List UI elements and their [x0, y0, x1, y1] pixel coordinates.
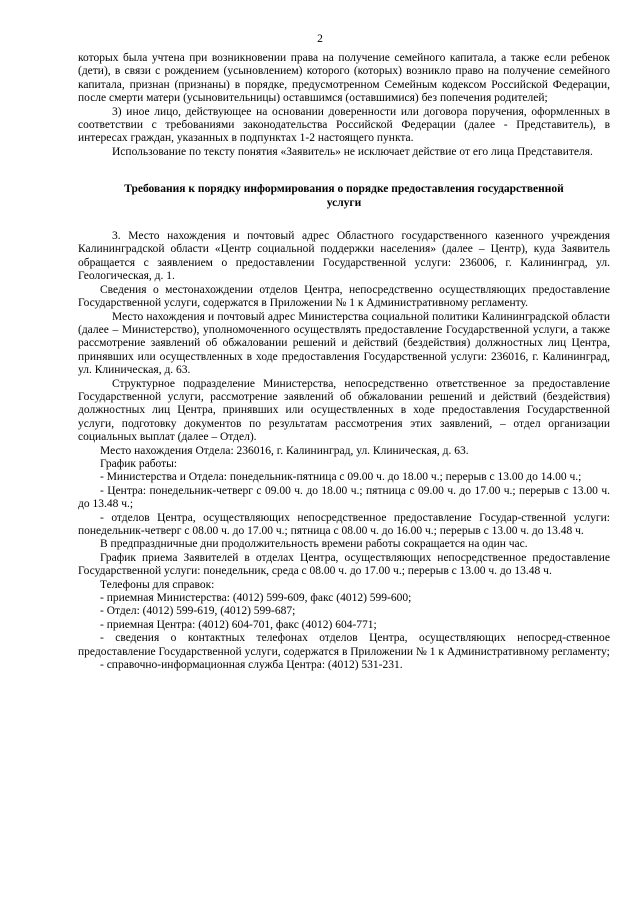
- paragraph: График работы:: [100, 457, 178, 470]
- paragraph: 3) иное лицо, действующее на основании доверенности или договора поручения, оформленных в соответствии с требованиями законодательства Российской Федерации (далее - Представитель), в интересах граждан, указанных в подпунктах 1-2 настоящего пункта.: [78, 105, 610, 145]
- paragraph: График приема Заявителей в отделах Центра, осуществляющих непосредственное предоставление Государственной услуги: понедельник, среда с 08.00 ч. до 17.00 ч.; перерыв с 13.00 ч. до 13.48 ч.: [78, 551, 610, 578]
- list-item: - приемная Центра: (4012) 604-701, факс (4012) 604-771;: [100, 618, 377, 631]
- document-body: [78, 52, 610, 672]
- paragraph: В предпраздничные дни продолжительность времени работы сокращается на один час.: [100, 538, 528, 551]
- list-item: - приемная Министерства: (4012) 599-609, факс (4012) 599-600;: [100, 592, 412, 605]
- paragraph: Телефоны для справок:: [100, 578, 215, 591]
- list-item: - справочно-информационная служба Центра: (4012) 531-231.: [100, 659, 403, 672]
- section-heading: Требования к порядку информирования о порядке предоставления государственной услуги: [124, 183, 564, 209]
- paragraph: Место нахождения и почтовый адрес Министерства социальной политики Калининградской области (далее – Министерство), уполномоченного осуществлять предоставление Государственной услуги, а также рассмотрение заявлений об обжаловании решений и действий (бездействия) должностных лиц Центра, принявших или осуществленных в ходе предоставления Государственной услуги: 236016, г. Калининград, ул. Клиническая, д. 63.: [78, 310, 610, 377]
- paragraph: Место нахождения Отдела: 236016, г. Калининград, ул. Клиническая, д. 63.: [100, 444, 469, 457]
- list-item: - Отдел: (4012) 599-619, (4012) 599-687;: [100, 605, 296, 618]
- list-item: - Центра: понедельник-четверг с 09.00 ч. до 18.00 ч.; пятница с 09.00 ч. до 17.00 ч.; перерыв с 13.00 ч. до 13.48 ч.;: [78, 484, 610, 511]
- paragraph: Сведения о местонахождении отделов Центра, непосредственно осуществляющих предоставление Государственной услуги, содержатся в Приложении № 1 к Административному регламенту.: [78, 283, 610, 310]
- paragraph: Использование по тексту понятия «Заявитель» не исключает действие от его лица Представителя.: [112, 145, 593, 158]
- list-item: - сведения о контактных телефонах отделов Центра, осуществляющих непосред-ственное предоставление Государственной услуги, содержатся в Приложении № 1 к Административному регламенту;: [78, 632, 610, 658]
- page-number: 2: [317, 33, 323, 45]
- list-item: - отделов Центра, осуществляющих непосредственное предоставление Государ-ственной услуги: понедельник-четверг с 08.00 ч. до 17.00 ч.; пятница с 08.00 ч. до 16.00 ч.; перерыв с 13.00 ч. до 13.48 ч.: [78, 511, 610, 537]
- paragraph: которых была учтена при возникновении права на получение семейного капитала, а также если ребенок (дети), в связи с рождением (усыновлением) которого (которых) возникло право на получение семейного капитала, признан (признаны) в порядке, предусмотренном Семейным кодексом Российской Федерации, после смерти матери (усыновительницы) оставшимся (оставшимися) без попечения родителей;: [78, 52, 610, 105]
- paragraph: Структурное подразделение Министерства, непосредственно ответственное за предоставление Государственной услуги, рассмотрение заявлений об обжаловании решений и действий (бездействия) должностных лиц Центра, принявших или осуществленных в ходе предоставления Государственной услуги, подготовку документов по результатам рассмотрения этих заявлений, – отдел организации социальных выплат (далее – Отдел).: [78, 377, 610, 444]
- list-item: - Министерства и Отдела: понедельник-пятница с 09.00 ч. до 18.00 ч.; перерыв с 13.00 до 14.00 ч.;: [100, 471, 582, 484]
- paragraph: 3. Место нахождения и почтовый адрес Областного государственного казенного учреждения Калининградской области «Центр социальной поддержки населения» (далее – Центр), куда Заявитель обращается с заявлением о предоставлении Государственной услуги: 236006, г. Калининград, ул. Геологическая, д. 1.: [78, 230, 610, 283]
